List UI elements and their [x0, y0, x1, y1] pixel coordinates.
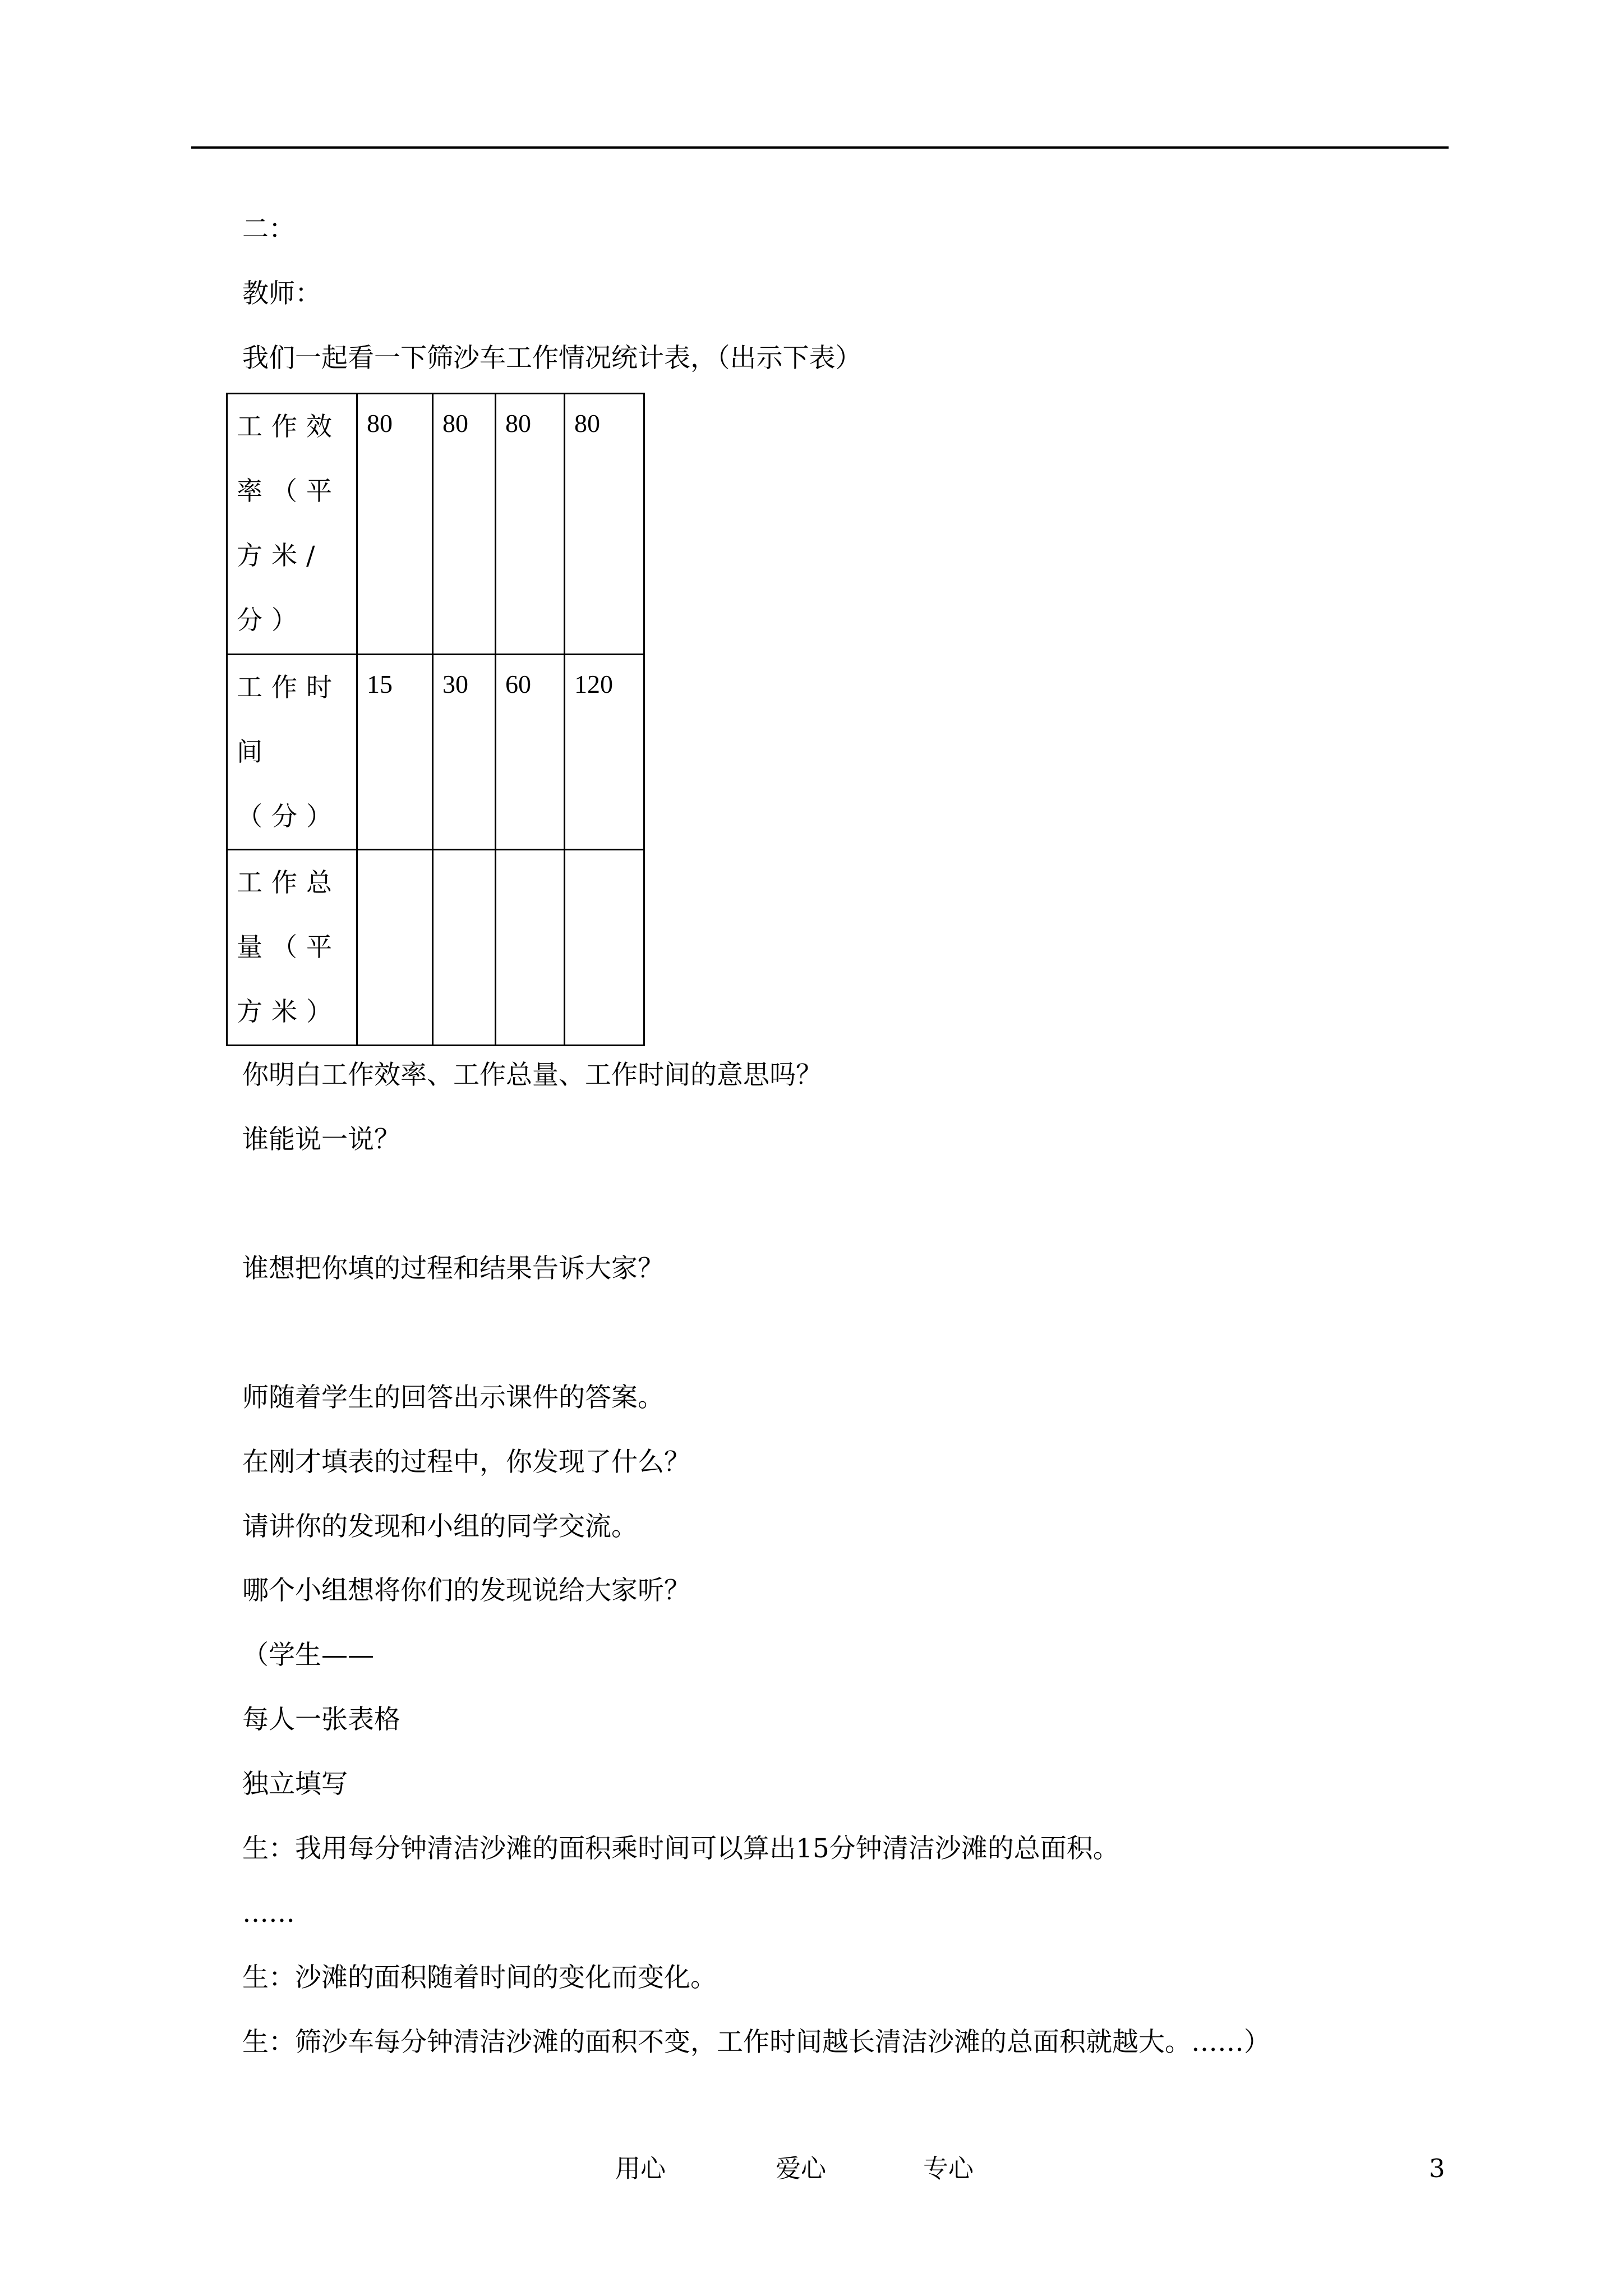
- body-line: 谁能说一说？: [242, 1124, 400, 1155]
- footer-item: 爱心: [776, 2154, 827, 2183]
- footer-item: 专心: [923, 2154, 974, 2183]
- table-cell: 80: [433, 394, 496, 655]
- body-line: 生：筛沙车每分钟清洁沙滩的面积不变，工作时间越长清洁沙滩的总面积就越大。……）: [242, 2027, 1270, 2058]
- body-line: 哪个小组想将你们的发现说给大家听？: [242, 1575, 690, 1606]
- footer-item: 用心: [615, 2154, 666, 2183]
- body-line: 生：我用每分钟清洁沙滩的面积乘时间可以算出15分钟清洁沙滩的总面积。: [242, 1833, 1119, 1864]
- table-row-time: [227, 655, 644, 850]
- table-cell: 60: [496, 655, 565, 850]
- body-line: 独立填写: [242, 1769, 348, 1800]
- table-cell: 80: [496, 394, 565, 655]
- row-label-total: 工作总量（平方米）: [227, 850, 357, 1046]
- row-label-time: 工作时间（分）: [227, 655, 357, 850]
- body-line: 师随着学生的回答出示课件的答案。: [242, 1382, 664, 1413]
- table-cell: 15: [357, 655, 433, 850]
- speaker-label: 教师：: [242, 278, 321, 309]
- table-cell: [433, 850, 496, 1046]
- body-line: 生：沙滩的面积随着时间的变化而变化。: [242, 1962, 717, 1993]
- work-stats-table: [226, 393, 645, 1046]
- table-cell: 80: [565, 394, 644, 655]
- table-row-efficiency: [227, 394, 644, 655]
- table-cell: [565, 850, 644, 1046]
- table-cell: 30: [433, 655, 496, 850]
- intro-text: 我们一起看一下筛沙车工作情况统计表，（出示下表）: [242, 343, 862, 374]
- page-number: 3: [1429, 2154, 1445, 2183]
- table-cell: 80: [357, 394, 433, 655]
- body-line: 请讲你的发现和小组的同学交流。: [242, 1511, 638, 1542]
- table-row-total: [227, 850, 644, 1046]
- header-rule: [191, 146, 1449, 149]
- body-line: 谁想把你填的过程和结果告诉大家？: [242, 1253, 664, 1284]
- table-cell: [357, 850, 433, 1046]
- body-line: 每人一张表格: [242, 1704, 400, 1735]
- table-cell: [496, 850, 565, 1046]
- table-cell: 120: [565, 655, 644, 850]
- body-line: （学生——: [242, 1640, 374, 1671]
- section-heading: 二：: [242, 214, 295, 245]
- body-line: 你明白工作效率、工作总量、工作时间的意思吗？: [242, 1060, 822, 1091]
- row-label-efficiency: 工作效率（平方米/分）: [227, 394, 357, 655]
- body-line: ……: [242, 1898, 295, 1929]
- body-line: 在刚才填表的过程中，你发现了什么？: [242, 1447, 690, 1478]
